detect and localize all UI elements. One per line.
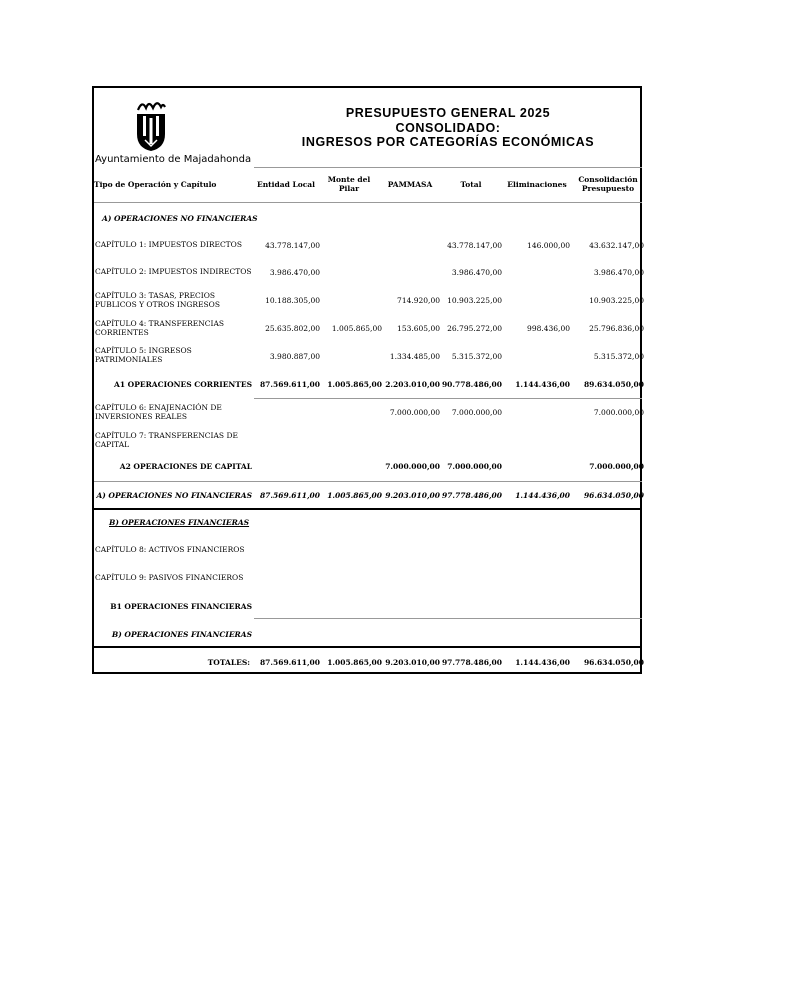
row-totales-total: 97.778.486,00 <box>441 658 502 667</box>
row-cap5-label: CAPÍTULO 5: INGRESOS PATRIMONIALES <box>95 346 192 364</box>
row-totales-elim: 1.144.436,00 <box>515 658 570 667</box>
col-header-entidad: Entidad Local <box>257 180 315 189</box>
row-cap1-entidad: 43.778.147,00 <box>265 241 320 250</box>
row-cap2-total: 3.986.470,00 <box>451 268 502 277</box>
section-a-heading: A) OPERACIONES NO FINANCIERAS <box>102 214 258 223</box>
row-cap2-entidad: 3.986.470,00 <box>269 268 320 277</box>
row-a1-total: 90.778.486,00 <box>441 380 502 389</box>
title-line-1: PRESUPUESTO GENERAL 2025 <box>345 106 551 120</box>
row-cap3-total: 10.903.225,00 <box>447 296 502 305</box>
row-cap4-total: 26.795.272,00 <box>447 324 502 333</box>
row-cap2-cons: 3.986.470,00 <box>593 268 644 277</box>
section-a-end-divider <box>94 508 642 510</box>
row-cap3-label: CAPÍTULO 3: TASAS, PRECIOS PUBLICOS Y OTROS INGRESOS <box>95 291 220 309</box>
a1-divider <box>254 398 642 399</box>
row-a-total-cons: 96.634.050,00 <box>583 491 644 500</box>
column-header-divider <box>94 202 642 203</box>
row-totales-monte: 1.005.865,00 <box>327 658 382 667</box>
col-header-eliminaciones: Eliminaciones <box>507 180 567 189</box>
section-b-heading: B) OPERACIONES FINANCIERAS <box>109 518 250 527</box>
row-a-total-pammasa: 9.203.010,00 <box>385 491 440 500</box>
row-cap7-label: CAPÍTULO 7: TRANSFERENCIAS DE CAPITAL <box>95 431 238 449</box>
row-cap4-cons: 25.796.836,00 <box>589 324 644 333</box>
row-cap1-cons: 43.632.147,00 <box>589 241 644 250</box>
row-cap6-pammasa: 7.000.000,00 <box>389 408 440 417</box>
row-cap4-label: CAPÍTULO 4: TRANSFERENCIAS CORRIENTES <box>95 319 225 337</box>
row-totales-cons: 96.634.050,00 <box>583 658 644 667</box>
row-cap3-cons: 10.903.225,00 <box>589 296 644 305</box>
col-header-type: Tipo de Operación y Capítulo <box>94 180 217 189</box>
row-cap8-label: CAPÍTULO 8: ACTIVOS FINANCIEROS <box>95 545 245 554</box>
row-cap6-label: CAPÍTULO 6: ENAJENACIÓN DE INVERSIONES REALES <box>95 403 222 421</box>
row-cap5-entidad: 3.980.887,00 <box>269 352 320 361</box>
col-header-monte: Monte del Pilar <box>327 175 371 193</box>
col-header-total: Total <box>460 180 482 189</box>
report-title <box>254 106 642 150</box>
row-totales-label: TOTALES: <box>207 658 250 667</box>
row-b-total-label: B) OPERACIONES FINANCIERAS <box>111 630 252 639</box>
row-a1-monte: 1.005.865,00 <box>327 380 382 389</box>
row-cap1-label: CAPÍTULO 1: IMPUESTOS DIRECTOS <box>95 240 242 249</box>
row-a-total-total: 97.778.486,00 <box>441 491 502 500</box>
budget-sheet <box>92 86 642 674</box>
col-header-pammasa: PAMMASA <box>387 180 433 189</box>
row-cap4-pammasa: 153.605,00 <box>397 324 440 333</box>
row-cap1-total: 43.778.147,00 <box>447 241 502 250</box>
row-cap6-cons: 7.000.000,00 <box>593 408 644 417</box>
row-cap6-total: 7.000.000,00 <box>451 408 502 417</box>
row-a1-cons: 89.634.050,00 <box>583 380 644 389</box>
row-b1-label: B1 OPERACIONES FINANCIERAS <box>110 602 252 611</box>
row-a2-cons: 7.000.000,00 <box>589 462 644 471</box>
row-totales-pammasa: 9.203.010,00 <box>385 658 440 667</box>
title-line-2: CONSOLIDADO: <box>395 120 501 135</box>
row-cap3-entidad: 10.188.305,00 <box>265 296 320 305</box>
row-a-total-label: A) OPERACIONES NO FINANCIERAS <box>96 491 252 500</box>
row-cap3-pammasa: 714.920,00 <box>397 296 440 305</box>
row-totales-entidad: 87.569.611,00 <box>259 658 320 667</box>
row-a1-pammasa: 2.203.010,00 <box>385 380 440 389</box>
row-cap4-monte: 1.005.865,00 <box>331 324 382 333</box>
row-cap5-total: 5.315.372,00 <box>451 352 502 361</box>
row-a-total-elim: 1.144.436,00 <box>515 491 570 500</box>
row-a1-elim: 1.144.436,00 <box>515 380 570 389</box>
organization-name: Ayuntamiento de Majadahonda <box>95 154 252 165</box>
row-a-total-monte: 1.005.865,00 <box>327 491 382 500</box>
header-divider <box>254 167 642 168</box>
row-cap4-elim: 998.436,00 <box>527 324 570 333</box>
row-cap1-elim: 146.000,00 <box>527 241 570 250</box>
row-a1-entidad: 87.569.611,00 <box>259 380 320 389</box>
row-a2-total: 7.000.000,00 <box>447 462 502 471</box>
sheet-header <box>94 88 640 168</box>
col-header-consolidacion: Consolidación Presupuesto <box>578 175 638 193</box>
b1-divider <box>254 618 642 619</box>
row-cap9-label: CAPÍTULO 9: PASIVOS FINANCIEROS <box>95 573 244 582</box>
a2-divider <box>94 481 642 482</box>
row-cap5-cons: 5.315.372,00 <box>593 352 644 361</box>
row-cap4-entidad: 25.635.802,00 <box>265 324 320 333</box>
section-b-end-divider <box>94 646 642 648</box>
coat-of-arms-icon <box>134 96 168 152</box>
row-a2-pammasa: 7.000.000,00 <box>385 462 440 471</box>
municipal-logo <box>134 96 168 152</box>
row-a1-label: A1 OPERACIONES CORRIENTES <box>114 380 252 389</box>
row-a2-label: A2 OPERACIONES DE CAPITAL <box>119 462 252 471</box>
title-line-3: INGRESOS POR CATEGORÍAS ECONÓMICAS <box>301 135 595 149</box>
row-a-total-entidad: 87.569.611,00 <box>259 491 320 500</box>
row-cap5-pammasa: 1.334.485,00 <box>389 352 440 361</box>
row-cap2-label: CAPÍTULO 2: IMPUESTOS INDIRECTOS <box>95 267 252 276</box>
